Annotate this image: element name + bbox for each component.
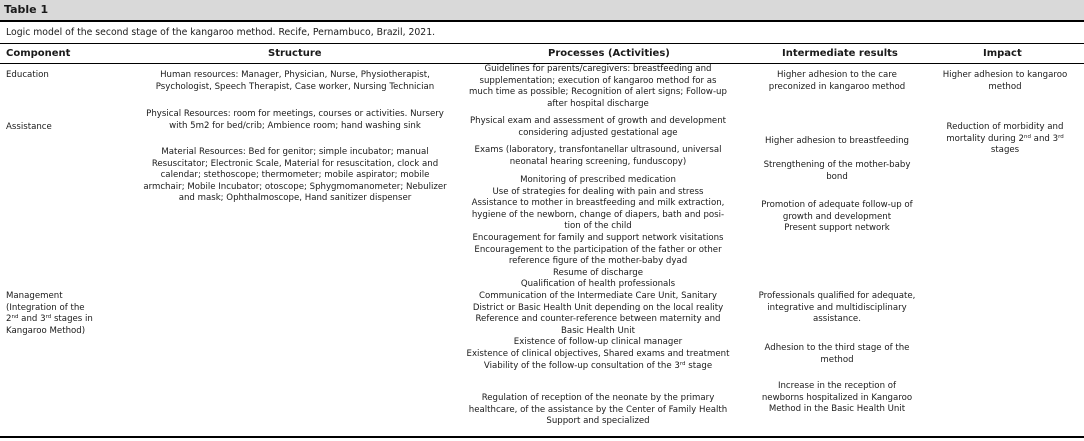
intermediate-follow-up: Promotion of adequate follow-up of growth and development Present support network — [761, 200, 913, 234]
header-component: Component — [6, 48, 71, 59]
header-impact: Impact — [983, 48, 1022, 59]
impact-kangaroo-adhesion: Higher adhesion to kangaroo method — [942, 70, 1068, 92]
structure-material-resources: Material Resources: Bed for genitor; simple incubator; manual Resuscitator; Electronic Scale, Material for resuscitation, clock and calendar; stethoscope; thermometer; mobile aspirator; mobile armchair; Mobile Incubator; otoscope; Sphygmomanometer; Nebulizer and mask; Ophthalmoscope, Hand sanitizer dispenser — [143, 147, 447, 204]
header-intermediate-results: Intermediate results — [782, 48, 898, 59]
table-caption: Logic model of the second stage of the kangaroo method. Recife, Pernambuco, Brazil, 2021. — [6, 27, 436, 38]
intermediate-care-adhesion: Higher adhesion to the care preconized in kangaroo method — [768, 70, 906, 92]
processes-regulation: Regulation of reception of the neonate by the primary healthcare, of the assistance by the Center of Family Health Support and specialized — [468, 393, 728, 427]
component-management: Management (Integration of the 2nd and 3rd stages in Kangaroo Method) — [6, 291, 93, 336]
header-top-rule — [0, 43, 1084, 44]
intermediate-breastfeeding: Higher adhesion to breastfeeding — [765, 136, 909, 146]
processes-exams: Exams (laboratory, transfontanellar ultrasound, universal neonatal hearing screening, funduscopy) — [474, 145, 722, 167]
structure-physical-resources: Physical Resources: room for meetings, courses or activities. Nursery with 5m2 for bed/crib; Ambience room; hand washing sink — [146, 109, 444, 131]
processes-education: Guidelines for parents/caregivers: breastfeeding and supplementation; execution of kangaroo method for as much time as possible; Recognition of alert signs; Follow-up after hospital discharge — [469, 64, 727, 109]
intermediate-third-stage-adhesion: Adhesion to the third stage of the method — [764, 343, 910, 365]
processes-assistance-activities: Monitoring of prescribed medication Use of strategies for dealing with pain and stress Assistance to mother in breastfeeding and milk extraction, hygiene of the newborn, change of diapers, bath and posi- tion of the child Encouragement for family and support network visitations Encouragement to the participation of the father or other reference figure of the mother-baby dyad Resume of discharge Qualification of health professionals Communication of the Intermediate Care Unit, Sanitary District or Basic Health Unit depending on the local reality Reference and counter-reference between maternity and Basic Health Unit Existence of follow-up clinical manager Existence of clinical objectives, Shared exams and treatment Viability of the follow-up consultation of the 3rd stage — [466, 175, 730, 371]
intermediate-reception-increase: Increase in the reception of newborns hospitalized in Kangaroo Method in the Basic Health Unit — [761, 381, 913, 415]
component-assistance: Assistance — [6, 122, 52, 132]
processes-physical-exam: Physical exam and assessment of growth and development considering adjusted gestational age — [469, 116, 727, 138]
header-processes: Processes (Activities) — [548, 48, 670, 59]
table-title-bar — [0, 0, 1084, 22]
impact-morbidity-reduction: Reduction of morbidity and mortality during 2nd and 3rd stages — [946, 122, 1064, 156]
header-structure: Structure — [268, 48, 322, 59]
intermediate-qualified-professionals: Professionals qualified for adequate, integrative and multidisciplinary assistance. — [758, 291, 916, 325]
structure-human-resources: Human resources: Manager, Physician, Nurse, Physiotherapist, Psychologist, Speech Therapist, Case worker, Nursing Technician — [155, 70, 435, 92]
table-label: Table 1 — [4, 3, 49, 16]
intermediate-mother-baby-bond: Strengthening of the mother-baby bond — [763, 160, 911, 182]
table-bottom-rule — [0, 436, 1084, 438]
component-education: Education — [6, 70, 49, 80]
